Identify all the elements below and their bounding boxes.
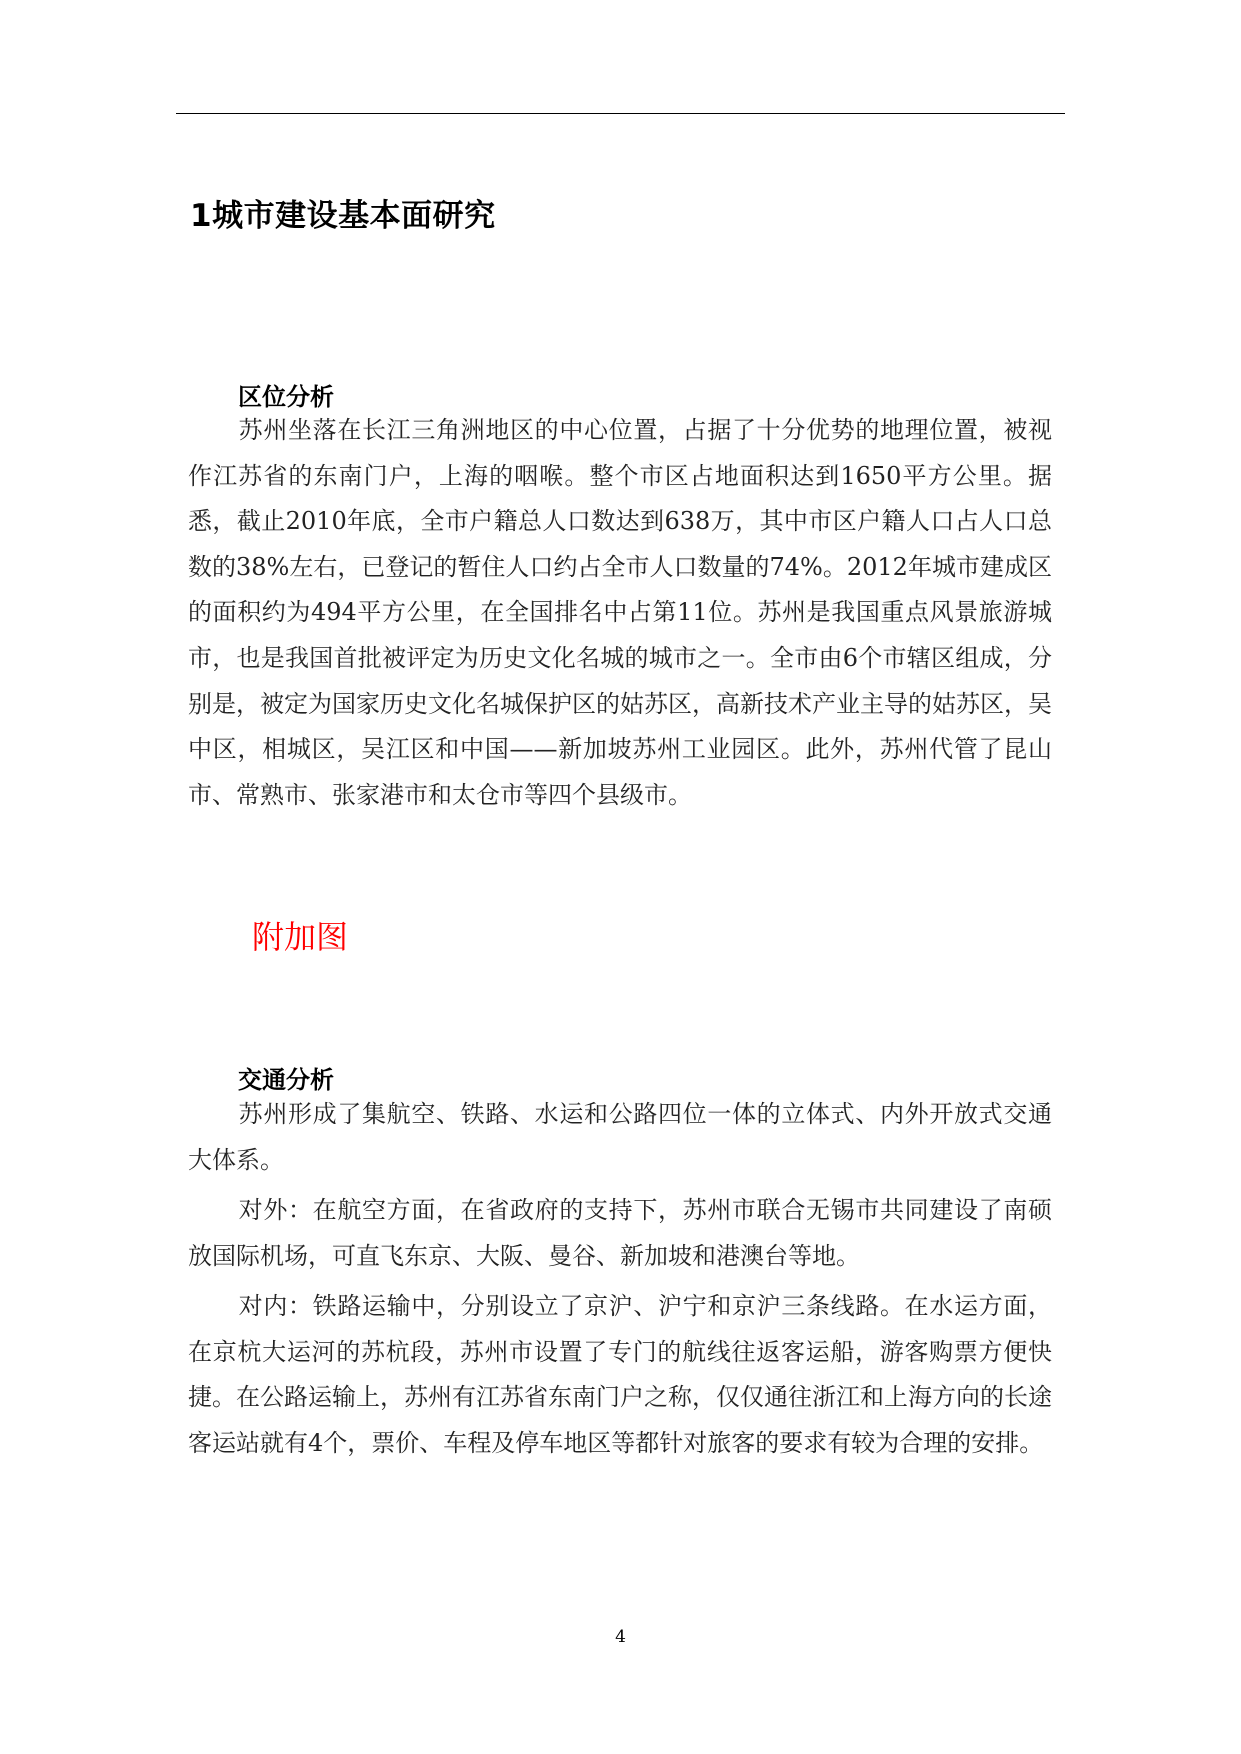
page-number: 4	[615, 1627, 626, 1647]
traffic-paragraph-3	[188, 1284, 1052, 1466]
traffic-paragraph-1-text: 苏州形成了集航空、铁路、水运和公路四位一体的立体式、内外开放式交通大体系。	[188, 1100, 1052, 1174]
section-heading-traffic: 交通分析	[238, 1066, 334, 1094]
traffic-paragraph-1	[188, 1092, 1052, 1183]
traffic-paragraph-2	[188, 1188, 1052, 1279]
section-heading-location: 区位分析	[238, 383, 334, 411]
header-rule	[176, 113, 1065, 114]
traffic-paragraph-3-text: 对内：铁路运输中，分别设立了京沪、沪宁和京沪三条线路。在水运方面，在京杭大运河的苏杭段，苏州市设置了专门的航线往返客运船，游客购票方便快捷。在公路运输上，苏州有江苏省东南门户之称，仅仅通往浙江和上海方向的长途客运站就有4个，票价、车程及停车地区等都针对旅客的要求有较为合理的安排。	[188, 1292, 1052, 1457]
traffic-paragraph-2-text: 对外：在航空方面，在省政府的支持下，苏州市联合无锡市共同建设了南硕放国际机场，可直飞东京、大阪、曼谷、新加坡和港澳台等地。	[188, 1196, 1052, 1270]
location-paragraph-text: 苏州坐落在长江三角洲地区的中心位置，占据了十分优势的地理位置，被视作江苏省的东南门户，上海的咽喉。整个市区占地面积达到1650平方公里。据悉，截止2010年底，全市户籍总人口数达到638万，其中市区户籍人口占人口总数的38%左右，已登记的暂住人口约占全市人口数量的74%。2012年城市建成区的面积约为494平方公里，在全国排名中占第11位。苏州是我国重点风景旅游城市，也是我国首批被评定为历史文化名城的城市之一。全市由6个市辖区组成，分别是，被定为国家历史文化名城保护区的姑苏区，高新技术产业主导的姑苏区，吴中区，相城区，吴江区和中国——新加坡苏州工业园区。此外，苏州代管了昆山市、常熟市、张家港市和太仓市等四个县级市。	[188, 416, 1052, 809]
appendix-label: 附加图	[252, 918, 349, 956]
chapter-title: 1城市建设基本面研究	[190, 198, 496, 234]
location-paragraph	[188, 408, 1052, 818]
